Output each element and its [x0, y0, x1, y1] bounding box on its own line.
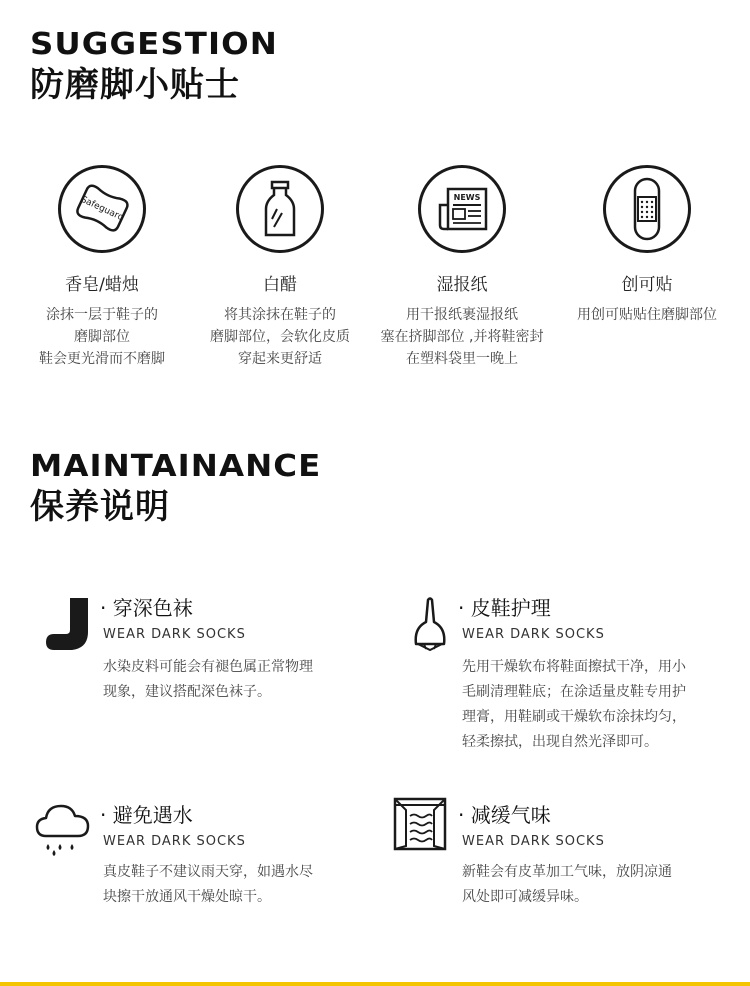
tip-desc-line: 鞋会更光滑而不磨脚 — [39, 351, 165, 367]
tip-desc-line: 塞在挤脚部位 ,并将鞋密封 — [380, 329, 544, 345]
brush-icon — [412, 596, 448, 652]
accent-bar — [0, 982, 750, 986]
maint-desc-avoid-water — [103, 860, 313, 910]
tip-desc-line: 在塑料袋里一晚上 — [406, 351, 518, 367]
tip-desc-newspaper — [367, 304, 557, 370]
soap-icon-circle — [58, 165, 146, 253]
maint-desc-line: 现象，建议搭配深色袜子。 — [103, 684, 271, 700]
tip-name-bandage: 创可贴 — [621, 275, 673, 295]
tip-desc-bandage — [552, 304, 742, 326]
newspaper-icon — [434, 185, 490, 233]
tip-desc-line: 磨脚部位 — [74, 329, 130, 345]
maint-desc-line: 风处即可减缓异味。 — [462, 889, 588, 905]
suggestion-cn-title: 防磨脚小贴士 — [30, 65, 240, 105]
tip-desc-line: 用创可贴贴住磨脚部位 — [577, 307, 717, 323]
maint-title-leather-care: · 皮鞋护理 — [458, 596, 551, 620]
maint-desc-line: 块擦干放通风干燥处晾干。 — [103, 889, 271, 905]
tip-desc-line: 穿起来更舒适 — [238, 351, 322, 367]
maintenance-cn-title: 保养说明 — [30, 487, 170, 527]
soap-icon — [72, 184, 132, 234]
maint-sub-socks: WEAR DARK SOCKS — [103, 627, 246, 642]
maint-desc-line: 毛刷清理鞋底；在涂适量皮鞋专用护 — [462, 684, 686, 700]
vinegar-icon-circle — [236, 165, 324, 253]
maint-desc-reduce-odor — [462, 860, 672, 910]
tip-desc-line: 用干报纸裹湿报纸 — [406, 307, 518, 323]
tip-name-vinegar: 白醋 — [263, 275, 297, 295]
rain-cloud-icon — [34, 800, 92, 858]
maintenance-en-title: MAINTAINANCE — [30, 449, 322, 484]
soap-brand-text: Safeguard — [78, 194, 126, 224]
bandage-icon-circle — [603, 165, 691, 253]
sock-icon — [44, 596, 96, 652]
maint-title-reduce-odor: · 减缓气味 — [458, 803, 551, 827]
maint-desc-socks — [103, 655, 313, 705]
bandage-icon — [627, 176, 667, 242]
newspaper-icon-circle — [418, 165, 506, 253]
maint-title-socks: · 穿深色袜 — [100, 596, 193, 620]
tip-desc-soap — [7, 304, 197, 370]
maint-desc-line: 轻柔擦拭，出现自然光泽即可。 — [462, 734, 658, 750]
tip-desc-line: 磨脚部位，会软化皮质 — [210, 329, 350, 345]
maint-desc-line: 水染皮料可能会有褪色属正常物理 — [103, 659, 313, 675]
maint-sub-reduce-odor: WEAR DARK SOCKS — [462, 834, 605, 849]
maint-desc-line: 先用干燥软布将鞋面擦拭干净，用小 — [462, 659, 686, 675]
tip-name-soap: 香皂/蜡烛 — [65, 275, 139, 295]
maint-desc-line: 真皮鞋子不建议雨天穿，如遇水尽 — [103, 864, 313, 880]
maint-desc-line: 新鞋会有皮革加工气味，放阴凉通 — [462, 864, 672, 880]
newspaper-news-text: NEWS — [453, 193, 481, 202]
maint-sub-leather-care: WEAR DARK SOCKS — [462, 627, 605, 642]
maint-sub-avoid-water: WEAR DARK SOCKS — [103, 834, 246, 849]
tip-desc-line: 将其涂抹在鞋子的 — [224, 307, 336, 323]
tip-name-newspaper: 湿报纸 — [436, 275, 488, 295]
tip-desc-line: 涂抹一层于鞋子的 — [46, 307, 158, 323]
maint-title-avoid-water: · 避免遇水 — [100, 803, 193, 827]
window-airing-icon — [392, 796, 448, 852]
maint-desc-line: 理膏，用鞋刷或干燥软布涂抹均匀， — [462, 709, 686, 725]
vinegar-bottle-icon — [260, 179, 300, 239]
maint-desc-leather-care — [462, 655, 686, 755]
tip-desc-vinegar — [185, 304, 375, 370]
suggestion-en-title: SUGGESTION — [30, 27, 278, 62]
